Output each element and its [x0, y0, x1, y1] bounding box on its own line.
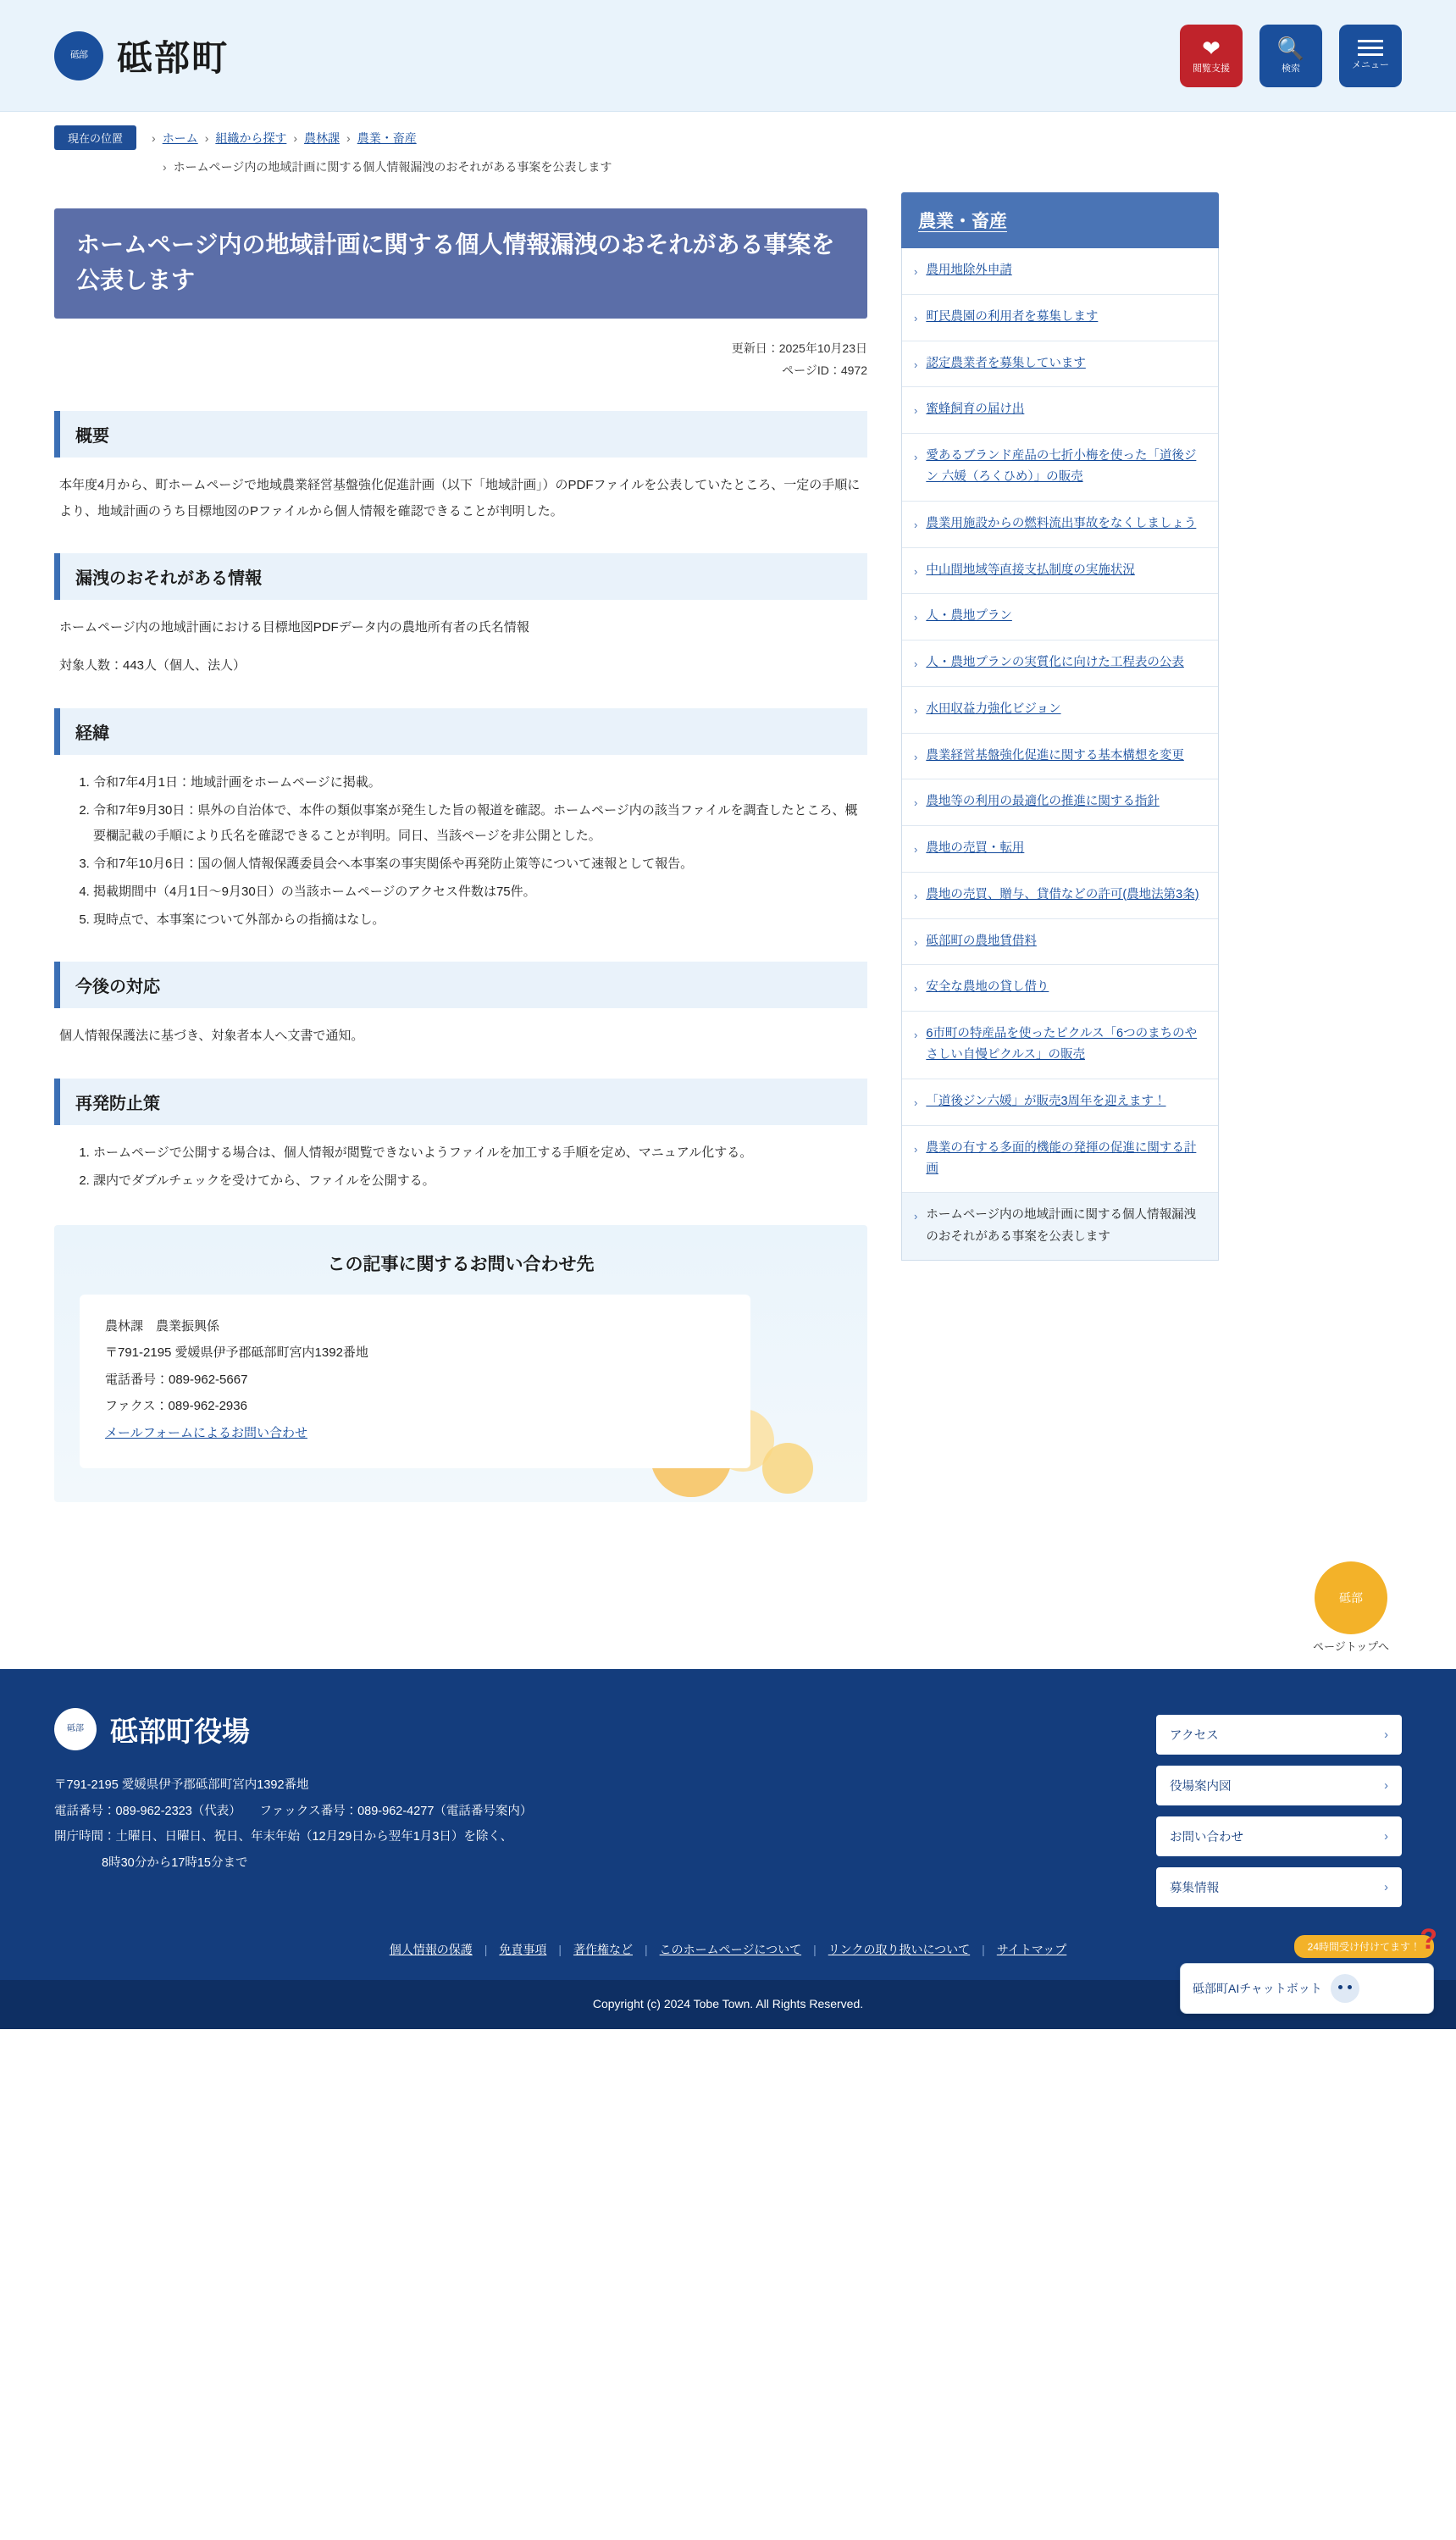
sidebar-item-label: 農地の売買・転用 [926, 841, 1025, 855]
divider: | [644, 1943, 648, 1957]
sidebar-item-16[interactable] [902, 1012, 1218, 1079]
footer-link-disclaimer[interactable]: 免責事項 [499, 1943, 547, 1957]
sidebar-item-label: 6市町の特産品を使ったピクルス「6つのまちのやさしい自慢ピクルス」の販売 [926, 1027, 1198, 1062]
page-title: ホームページ内の地域計画に関する個人情報漏洩のおそれがある事案を公表します [54, 208, 867, 319]
footer-link-linking[interactable]: リンクの取り扱いについて [828, 1943, 971, 1957]
footer-button-label: お問い合わせ [1170, 1831, 1243, 1845]
sidebar-item-4[interactable] [902, 434, 1218, 502]
footer-button-label: アクセス [1170, 1729, 1219, 1744]
chevron-right-icon: › [914, 1095, 918, 1109]
chevron-right-icon: › [914, 311, 918, 324]
chevron-right-icon: › [914, 451, 918, 463]
footer-button-recruit[interactable] [1156, 1867, 1402, 1907]
breadcrumb-item-home[interactable]: ホーム [162, 130, 198, 145]
footer-info [54, 1708, 1156, 1907]
breadcrumb [0, 112, 1456, 157]
chevron-right-icon: › [1384, 1829, 1388, 1844]
sidebar-item-18[interactable] [902, 1126, 1218, 1194]
page-top-label: ページトップへ [1312, 1640, 1390, 1654]
content-area [0, 175, 1456, 1536]
sidebar-heading-label: 農業・畜産 [918, 212, 1007, 231]
sidebar-item-label: 農業経営基盤強化促進に関する基本構想を変更 [926, 748, 1184, 763]
sidebar-item-label: 「道後ジン六媛」が販売3周年を迎えます！ [926, 1094, 1166, 1108]
section-heading-timeline: 経緯 [54, 708, 867, 755]
sidebar-item-11[interactable] [902, 779, 1218, 826]
hamburger-icon [1358, 40, 1383, 56]
divider: | [484, 1943, 488, 1957]
sidebar-item-15[interactable] [902, 965, 1218, 1012]
chatbot-ribbon: 24時間受け付けてます！ [1294, 1935, 1434, 1958]
footer-link-privacy[interactable]: 個人情報の保護 [389, 1943, 473, 1957]
town-emblem-icon: 砥部 [54, 31, 103, 80]
sidebar-list [901, 248, 1219, 1261]
site-logo[interactable] [54, 31, 229, 81]
main-column [54, 192, 867, 1502]
contact-dept: 農林課 農業振興係 [105, 1318, 220, 1334]
question-mark-icon: ? [1420, 1923, 1437, 1956]
sidebar-item-1[interactable] [902, 295, 1218, 341]
breadcrumb-arrow-icon: › [163, 160, 167, 174]
divider: | [813, 1943, 817, 1957]
heart-icon: ❤ [1202, 35, 1221, 61]
chevron-right-icon: › [914, 564, 918, 578]
copyright-bar: Copyright (c) 2024 Tobe Town. All Rights Reserved. [0, 1980, 1456, 2029]
sidebar [901, 192, 1219, 1261]
sidebar-item-label: 安全な農地の貸し借り [926, 980, 1049, 995]
accessibility-support-button[interactable] [1180, 25, 1243, 87]
site-footer [0, 1669, 1456, 1980]
breadcrumb-second-row [0, 157, 1456, 175]
sidebar-item-label: 中山間地域等直接支払制度の実施状況 [926, 563, 1135, 577]
contact-mail-form-link[interactable]: メールフォームによるお問い合わせ [105, 1425, 307, 1440]
chevron-right-icon: › [914, 982, 918, 995]
chevron-right-icon: › [914, 518, 918, 531]
sidebar-item-label: 農業の有する多面的機能の発揮の促進に関する計画 [926, 1140, 1197, 1176]
sidebar-item-label: 農地の売買、贈与、貸借などの許可(農地法第3条) [926, 887, 1199, 901]
chevron-right-icon: › [914, 935, 918, 949]
chevron-right-icon: › [1384, 1880, 1388, 1894]
accessibility-support-label: 閲覧支援 [1193, 63, 1230, 74]
footer-button-contact[interactable] [1156, 1816, 1402, 1856]
section-heading-response: 今後の対応 [54, 962, 867, 1008]
sidebar-item-label: 認定農業者を募集しています [926, 356, 1086, 370]
divider: | [558, 1943, 562, 1957]
sidebar-item-label: 砥部町の農地賃借料 [926, 934, 1037, 948]
footer-link-copyright[interactable]: 著作権など [573, 1943, 633, 1957]
chevron-right-icon: › [914, 796, 918, 810]
list-item: 3. 令和7年10月6日：国の個人情報保護委員会へ本事案の事実関係や再発防止策等について速報として報告。 [93, 851, 867, 878]
footer-address: 〒791-2195 愛媛県伊予郡砥部町宮内1392番地 [54, 1778, 309, 1793]
sidebar-item-label: 人・農地プランの実質化に向けた工程表の公表 [926, 656, 1184, 669]
chevron-right-icon: › [914, 265, 918, 278]
sidebar-item-3[interactable] [902, 387, 1218, 434]
sidebar-item-label: 農用地除外申請 [926, 263, 1012, 277]
footer-link-sitemap[interactable]: サイトマップ [996, 1943, 1067, 1957]
chevron-right-icon: › [914, 1210, 918, 1223]
sidebar-heading [901, 192, 1219, 248]
sidebar-item-17[interactable] [902, 1079, 1218, 1126]
chevron-right-icon: › [914, 750, 918, 763]
sidebar-item-label: 蜜蜂飼育の届け出 [926, 402, 1025, 417]
breadcrumb-item-category[interactable]: 農業・畜産 [357, 130, 417, 145]
chevron-right-icon: › [914, 703, 918, 717]
timeline-list [54, 770, 867, 934]
sidebar-item-label: 農業用施設からの燃料流出事故をなくしましょう [926, 516, 1197, 530]
chatbot-label: 砥部町AIチャットボット [1193, 1982, 1322, 1996]
town-emblem-icon: 砥部 [1315, 1561, 1387, 1634]
section-heading-overview: 概要 [54, 411, 867, 458]
footer-logo [54, 1708, 1156, 1750]
sidebar-item-10[interactable] [902, 734, 1218, 780]
sidebar-item-label: 農地等の利用の最適化の推進に関する指針 [926, 795, 1160, 809]
section-leak-info-count: 対象人数：443人（個人、法人） [59, 658, 246, 674]
search-label: 検索 [1282, 63, 1300, 74]
contact-details [80, 1295, 750, 1469]
sidebar-item-label: ホームページ内の地域計画に関する個人情報漏洩のおそれがある事案を公表します [926, 1208, 1197, 1244]
breadcrumb-arrow-icon: › [293, 130, 298, 145]
contact-address: 〒791-2195 愛媛県伊予郡砥部町宮内1392番地 [105, 1345, 368, 1361]
search-icon: 🔍 [1276, 35, 1305, 61]
decorative-fruit-icon [762, 1443, 813, 1494]
section-overview-text: 本年度4月から、町ホームページで地域農業経営基盤強化促進計画（以下「地域計画」）のPDFファイルを公表していたところ、一定の手順により、地域計画のうち目標地図のPファイルから個人情報を確認できることが判明した。 [59, 477, 861, 519]
town-emblem-icon: 砥部 [54, 1708, 97, 1750]
chatbot-widget[interactable] [1180, 1923, 1437, 2014]
article-meta [54, 337, 867, 382]
sidebar-item-6[interactable] [902, 548, 1218, 595]
chevron-right-icon: › [914, 358, 918, 371]
sidebar-item-label: 町民農園の利用者を募集します [926, 309, 1099, 324]
footer-button-office-map[interactable] [1156, 1766, 1402, 1805]
breadcrumb-tag: 現在の位置 [54, 125, 136, 150]
sidebar-item-label: 人・農地プラン [926, 609, 1012, 624]
breadcrumb-arrow-icon: › [204, 130, 209, 145]
breadcrumb-item-org[interactable]: 組織から探す [215, 130, 287, 145]
sidebar-item-13[interactable] [902, 873, 1218, 919]
chevron-right-icon: › [914, 657, 918, 670]
site-header [0, 0, 1456, 112]
list-item: 2. 課内でダブルチェックを受けてから、ファイルを公開する。 [93, 1168, 867, 1195]
footer-buttons [1156, 1708, 1402, 1907]
contact-fax: ファクス：089-962-2936 [105, 1399, 247, 1414]
contact-box [54, 1225, 867, 1503]
section-leak-info-text: ホームページ内の地域計画における目標地図PDFデータ内の農地所有者の氏名情報 [59, 620, 529, 635]
list-item: 5. 現時点で、本事案について外部からの指摘はなし。 [93, 907, 867, 934]
footer-org-name: 砥部町役場 [110, 1715, 250, 1747]
sidebar-item-14[interactable] [902, 919, 1218, 966]
breadcrumb-arrow-icon: › [152, 130, 156, 145]
list-item: 1. ホームページで公開する場合は、個人情報が閲覧できないようファイルを加工する手順を定め、マニュアル化する。 [93, 1140, 867, 1167]
site-title: 砥部町 [117, 37, 230, 78]
footer-hours: 開庁時間：土曜日、日曜日、祝日、年末年始（12月29日から翌年1月3日）を除く、 [54, 1830, 513, 1844]
menu-button[interactable] [1339, 25, 1402, 87]
footer-button-access[interactable] [1156, 1715, 1402, 1755]
divider: | [982, 1943, 985, 1957]
chevron-right-icon: › [914, 404, 918, 418]
chevron-right-icon: › [914, 843, 918, 856]
chevron-right-icon: › [914, 1142, 918, 1156]
page-id: ページID：4972 [782, 363, 867, 378]
header-tools [1180, 25, 1402, 87]
chevron-right-icon: › [1384, 1778, 1388, 1793]
section-heading-prevention: 再発防止策 [54, 1079, 867, 1125]
chevron-right-icon: › [914, 1029, 918, 1041]
breadcrumb-arrow-icon: › [346, 130, 351, 145]
chevron-right-icon: › [914, 889, 918, 902]
contact-tel: 電話番号：089-962-5667 [105, 1372, 248, 1387]
footer-button-label: 役場案内図 [1170, 1780, 1232, 1794]
sidebar-item-2[interactable] [902, 341, 1218, 388]
chevron-right-icon: › [1384, 1728, 1388, 1742]
sidebar-item-label: 愛あるブランド産品の七折小梅を使った「道後ジン 六媛（ろくひめ）」の販売 [926, 449, 1197, 485]
sidebar-item-8[interactable] [902, 641, 1218, 687]
sidebar-item-7[interactable] [902, 594, 1218, 641]
breadcrumb-item-dept[interactable]: 農林課 [304, 130, 340, 145]
footer-button-label: 募集情報 [1170, 1882, 1219, 1896]
sidebar-item-12[interactable] [902, 826, 1218, 873]
chatbot-face-icon [1331, 1974, 1359, 2003]
footer-hours-2: 8時30分から17時15分まで [102, 1855, 248, 1870]
sidebar-item-label: 水田収益力強化ビジョン [926, 702, 1061, 716]
sidebar-item-5[interactable] [902, 502, 1218, 548]
page-top-button[interactable] [1300, 1561, 1402, 1654]
search-button[interactable] [1259, 25, 1322, 87]
chevron-right-icon: › [914, 611, 918, 624]
list-item: 1. 令和7年4月1日：地域計画をホームページに掲載。 [93, 770, 867, 796]
section-heading-leak-info: 漏洩のおそれがある情報 [54, 553, 867, 600]
sidebar-item-9[interactable] [902, 687, 1218, 734]
footer-tel: 電話番号：089-962-2323（代表） ファックス番号：089-962-4277（電話番号案内） [54, 1804, 533, 1818]
section-response-text: 個人情報保護法に基づき、対象者本人へ文書で通知。 [59, 1029, 364, 1044]
footer-link-about[interactable]: このホームページについて [659, 1943, 802, 1957]
sidebar-item-0[interactable] [902, 248, 1218, 295]
contact-heading: この記事に関するお問い合わせ先 [327, 1254, 595, 1274]
list-item: 4. 掲載期間中（4月1日～9月30日）の当該ホームページのアクセス件数は75件。 [93, 879, 867, 906]
list-item: 2. 令和7年9月30日：県外の自治体で、本件の類似事案が発生した旨の報道を確認。ホームページ内の該当ファイルを調査したところ、概要欄記載の手順により氏名を確認できることが判明。同日、当該ページを非公開とした。 [93, 798, 867, 851]
menu-label: メニュー [1352, 60, 1389, 70]
sidebar-item-19-current[interactable] [902, 1193, 1218, 1260]
updated-date: 更新日：2025年10月23日 [731, 341, 867, 355]
prevention-list [54, 1140, 867, 1195]
breadcrumb-current: ホームページ内の地域計画に関する個人情報漏洩のおそれがある事案を公表します [173, 160, 612, 174]
